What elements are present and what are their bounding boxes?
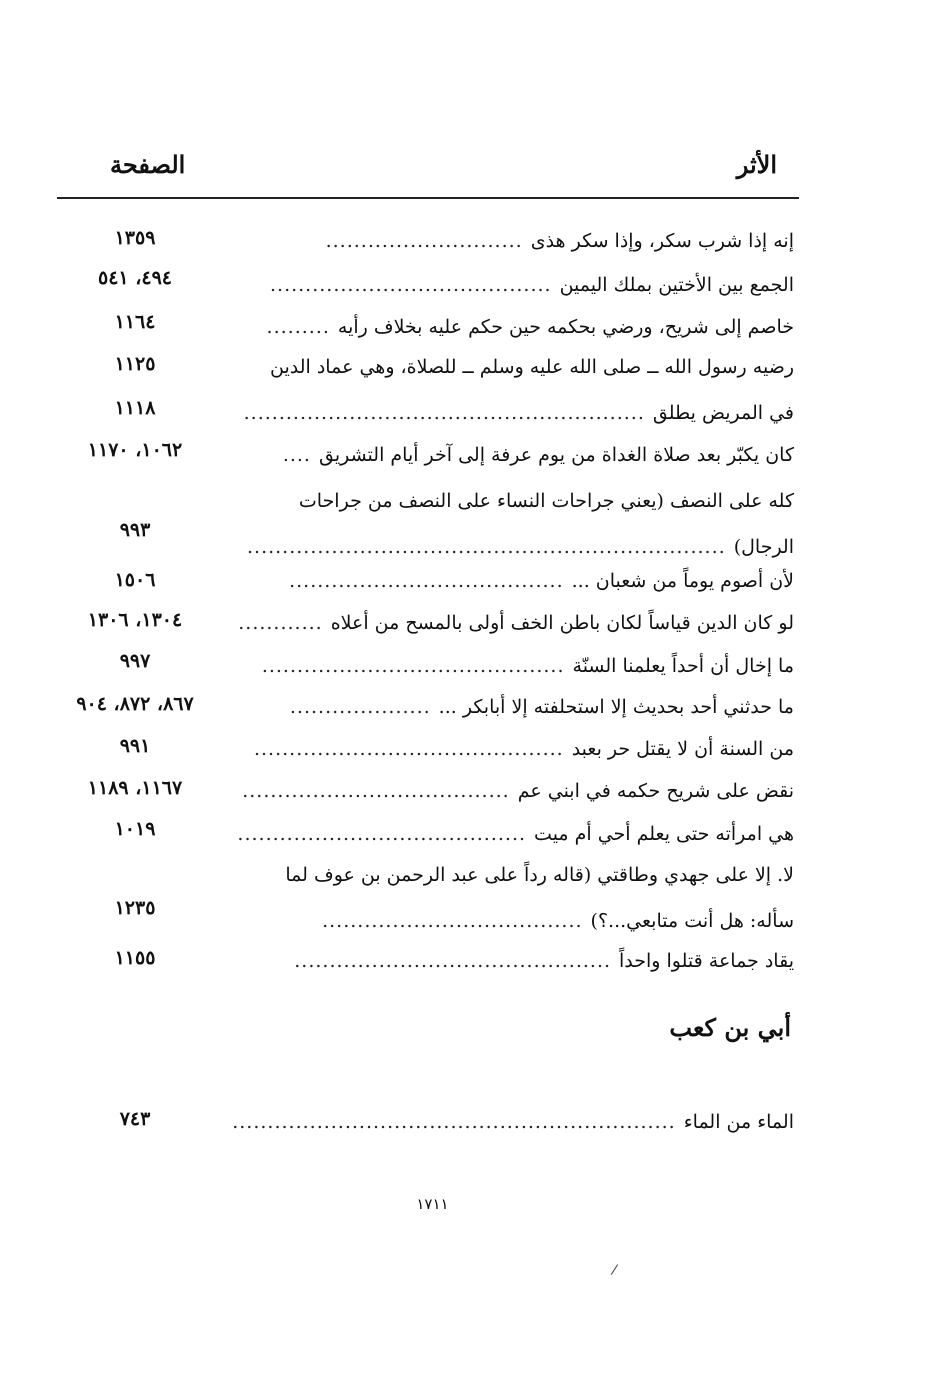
- leader-dots: ....................: [289, 696, 431, 718]
- entry-pages: ١١١٨: [114, 397, 156, 419]
- column-header-page: الصفحة: [110, 150, 186, 179]
- leader-dots: ......................................: [242, 780, 510, 802]
- entry-pages: ١١٦٤: [114, 311, 156, 333]
- entry-text: لأن أصوم يوماً من شعبان ..........................................: [234, 560, 794, 602]
- entry-pages: ١١٢٥: [114, 353, 156, 375]
- leader-dots: .......................................: [289, 570, 564, 592]
- entry-text: هي امرأته حتى يعلم أحي أم ميت.........................................: [234, 813, 794, 855]
- entry-pages: ١٣٠٤، ١٣٠٦: [87, 609, 183, 631]
- entry-pages: ٧٤٣: [119, 1108, 151, 1130]
- header-divider: [57, 197, 799, 199]
- leader-dots: ............: [238, 612, 323, 634]
- entry-pages: ٨٦٧، ٨٧٢، ٩٠٤: [76, 693, 194, 715]
- leader-dots: ...............................................................: [232, 1111, 676, 1133]
- entry-text: نقض على شريح حكمه في ابني عم......................................: [234, 770, 794, 812]
- entry-text: يقاد جماعة قتلوا واحداً.............................................: [234, 940, 794, 982]
- leader-dots: .........................................................: [243, 402, 645, 424]
- entry-text: لو كان الدين قياساً لكان باطن الخف أولى بالمسح من أعلاه............: [234, 602, 794, 644]
- leader-dots: ............................: [325, 230, 523, 252]
- entry-text: كان يكبّر بعد صلاة الغداة من يوم عرفة إلى آخر أيام التشريق....: [234, 434, 794, 476]
- leader-dots: .............................................: [294, 950, 612, 972]
- leader-dots: ............................................: [253, 738, 564, 760]
- leader-dots: ....: [282, 444, 311, 466]
- entry-pages: ١٠٦٢، ١١٧٠: [87, 439, 183, 461]
- entry-text: إنه إذا شرب سكر، وإذا سكر هذى............................: [234, 220, 794, 262]
- leader-dots: ........................................: [269, 274, 552, 296]
- entry-pages: ١١٥٥: [114, 947, 156, 969]
- entry-pages: ١٥٠٦: [114, 569, 156, 591]
- section-heading: أبي بن كعب: [669, 1013, 791, 1042]
- column-header-athar: الأثر: [736, 150, 777, 179]
- entry-text: الجمع بين الأختين بملك اليمين........................................: [234, 264, 794, 306]
- entry-pages: ٩٩٧: [119, 650, 151, 672]
- entry-text: كله على النصف (يعني جراحات النساء على النصف من جراحات الرجال)....................................................................: [234, 478, 794, 570]
- entry-text: ما إخال أن أحداً يعلمنا السنّة...........................................: [234, 645, 794, 687]
- entry-text: في المريض يطلق.........................................................: [234, 392, 794, 434]
- scan-mark: /: [610, 1261, 619, 1279]
- entry-text: رضيه رسول الله ــ صلى الله عليه وسلم ــ للصلاة، وهي عماد الدين: [270, 356, 794, 378]
- entry-text: ما حدثني أحد بحديث إلا استحلفته إلا أبابكر .......................: [234, 686, 794, 728]
- leader-dots: .....................................: [322, 910, 583, 932]
- leader-dots: ....................................................................: [246, 536, 726, 558]
- entry-pages: ١٠١٩: [114, 818, 156, 840]
- entry-pages: ٩٩٣: [119, 519, 151, 541]
- leader-dots: ...........................................: [261, 655, 565, 677]
- entry-text: الماء من الماء...............................................................: [234, 1101, 794, 1143]
- leader-dots: .........: [266, 316, 330, 338]
- leader-dots: .........................................: [237, 823, 527, 845]
- entry-pages: ١٣٥٩: [114, 227, 156, 249]
- entry-pages: ١١٦٧، ١١٨٩: [87, 777, 183, 799]
- entry-pages: ٩٩١: [119, 735, 151, 757]
- entry-pages: ٤٩٤، ٥٤١: [98, 267, 172, 289]
- entry-text: خاصم إلى شريح، ورضي بحكمه حين حكم عليه بخلاف رأيه.........: [234, 306, 794, 348]
- page-number: ١٧١١: [416, 1195, 449, 1213]
- entry-text: من السنة أن لا يقتل حر بعبد............................................: [234, 728, 794, 770]
- entry-text: لا. إلا على جهدي وطاقتي (قاله رداً على عبد الرحمن بن عوف لما سأله: هل أنت متابعي...؟).....................................: [234, 852, 794, 944]
- entry-pages: ١٢٣٥: [114, 897, 156, 919]
